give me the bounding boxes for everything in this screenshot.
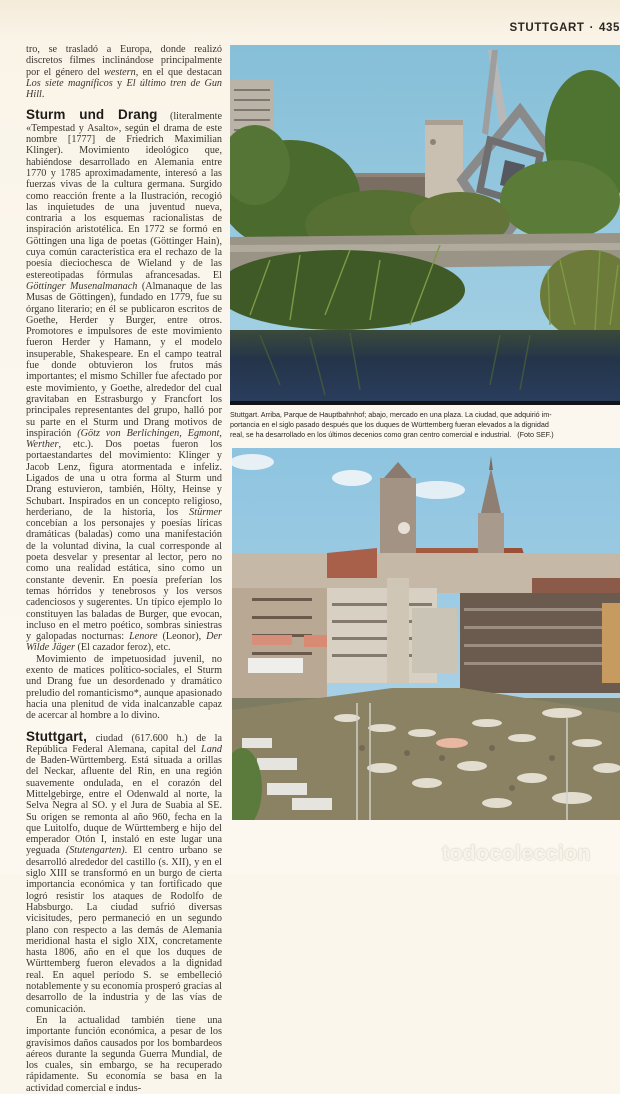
entry-sturm-und-drang xyxy=(26,109,222,721)
entry-paragraph xyxy=(26,728,222,1015)
photo-market-square xyxy=(232,448,620,820)
caption-line xyxy=(230,430,620,440)
intro-text: y xyxy=(112,77,127,89)
caption-line: portancia en el siglo pasado después que los duques de Württemberg fueran elevados a la dignidad xyxy=(230,420,549,429)
entry-paragraph: Movimiento de impetuosidad juvenil, no exento de matices político-sociales, el Sturm und Drang fue un desordenado y dramático preludio del romanticismo*, aunque apasionado hacia una plenitud de vida inalcanzable capaz de acercar al hombre a lo divino. xyxy=(26,653,222,722)
entry-italic: Lenore xyxy=(129,631,158,643)
caption-text: real, se ha desarrollado en los últimos decenios como gran centro comercial e industrial. xyxy=(230,430,512,439)
entry-text: (Almanaque de las Musas de Göttingen), fundado en 1779, fue su órgano literario; en él se publicaron escritos de Goethe, Herder y Burger, entre otros. Promotores e impulsores de este movimiento fueron Herder y Hamann, y el modelo insuperable, Shakespeare. En el campo teatral fue donde obtuvieron los frutos más importantes; el mismo Schiller fue afectado por este movimiento, y Goethe, alrededor del cual gravitaban en Estrasburgo y Francfort los principales representantes del grupo, halló por su parte en el Sturm und Drang motivos de inspiración xyxy=(26,280,222,439)
header-separator: · xyxy=(589,22,594,34)
entry-paragraph: En la actualidad también tiene una importante función económica, a pesar de los gravísimos daños causados por los bombardeos aéreos durante la segunda Guerra Mundial, de los cuales, sin embargo, se ha recuperado rápidamente. Su economía se basa en la actividad comercial e indus- xyxy=(26,1014,222,1094)
entry-text: . El centro urbano se desarrolló alrededor del castillo (s. XII), y en el siglo XIII se transformó en un burgo de cierta importancia económica y tan fortificado que logró resistir los ataques de Rodolfo de Habsburgo. La ciudad sufrió diversas vicisitudes, pero permaneció en un segundo plano con respecto a las demás de Alemania meridional hasta el siglo XIX, concretamente hasta 1806, año en el que los duques de Württemberg fueron elevados a la dignidad real. En aquel período S. se embelleció notablemente y su economía prosperó gracias al desarrollo de la industria y de las vías de comunicación. xyxy=(26,845,222,1015)
watermark: todocoleccion xyxy=(442,842,591,865)
entry-italic: Göttinger Musenalmanach xyxy=(26,280,138,292)
entry-italic: (Stutengarten) xyxy=(65,845,125,857)
intro-italic: western xyxy=(104,66,136,78)
intro-text: , en el que destacan xyxy=(135,66,222,78)
market-illustration xyxy=(232,448,620,820)
photo-hauptbahnhof-park xyxy=(230,45,620,405)
intro-text: tro, se trasladó a Europa, donde realizó discretos filmes inclinándose principalmente por el género del xyxy=(26,44,222,78)
entry-text: , etc.). Dos poetas fueron los portaestandartes del movimiento: Klinger y Jacob Lenz, figura atormentada e infeliz. Ligados de una u otra forma al Sturm und Drang estuvieron, también, Hölty, Heinse y Schubart. Inspirados en un concepto religioso, herderiano, de la historia, los xyxy=(26,439,222,518)
page-number: 435 xyxy=(599,22,620,34)
caption-line: Stuttgart. Arriba, Parque de Hauptbahnhof; abajo, mercado en una plaza. La ciudad, que adquirió im- xyxy=(230,410,552,419)
entry-text: concebían a los personajes y poesías líricas dramáticas (baladas) como una manifestación de la voluntad divina, la cual corresponde al poeta desvelar y presentar al lector, pero no como una realidad estática, sino como un constante devenir. En poesía preferían los temas hórridos y tenebrosos y los versos cadenciosos y sugerentes. Un típico ejemplo lo constituyen las baladas de Burger, que evocan, incluso en el metro poético, sombras siniestras y galopadas nocturnas: xyxy=(26,518,222,643)
photo-credit: (Foto SEF.) xyxy=(517,430,554,439)
article-column xyxy=(26,44,222,1094)
park-illustration xyxy=(230,45,620,405)
entry-stuttgart xyxy=(26,728,222,1094)
film-title: El último tren de Gun Hill xyxy=(26,77,223,101)
entry-paragraph xyxy=(26,109,222,653)
entry-italic: (Götz von Berlichingen, Egmont, Werther xyxy=(26,427,222,451)
entry-text: (literalmente «Tempestad y Asalto», según el drama de este nombre [1777] de Friedrich Maximilian Klinger). Movimiento ideológico que, habiéndose desarrollado en Alemania entre 1770 y 1785 aproximadamente, interesó a las fuerzas vivas de la cultura germana. Surgido como reacción frente a la Ilustración, recogió las inquietudes de una juventud nueva, contraria a los esquemas racionalistas de inspiración aristotélica. En 1772 se formó en Göttingen una liga de poetas (Göttinger Hain), cuya común característica era el rechazo de la poesía dieciochesca de Wieland y de las estereotipadas fórmulas afrancesadas. El xyxy=(26,111,223,281)
entry-text: (El cazador feroz), etc. xyxy=(74,642,171,654)
entry-title: Stuttgart, xyxy=(26,728,87,744)
entry-italic: Der Wilde Jäger xyxy=(26,631,222,654)
entry-text: ciudad (617.600 h.) de la República Federal Alemana, capital del xyxy=(26,732,222,755)
running-head xyxy=(510,22,620,34)
photo-caption xyxy=(230,410,620,440)
entry-italic: Stürmer xyxy=(189,506,222,518)
intro-text: . xyxy=(41,89,45,101)
film-title: Los siete magníficos xyxy=(26,77,113,89)
intro-fragment xyxy=(26,44,222,100)
entry-italic: Land xyxy=(201,743,222,755)
section-title: STUTTGART xyxy=(509,22,585,34)
entry-title: Sturm und Drang xyxy=(26,107,158,123)
entry-text: (Leonor), xyxy=(157,631,207,643)
entry-text: de Baden-Württemberg. Está situada a orillas del Neckar, afluente del Rin, en una región suavemente ondulada, en el corazón del Mittelgebirge, entre el Odenwald al norte, la Selva Negra al SO. y el Jura de Suabia al SE. Su origen se remonta al año 960, fecha en la que Luitolfo, duque de Württemberg e hijo del emperador Otón I, instaló en este lugar una yeguada xyxy=(26,755,222,857)
